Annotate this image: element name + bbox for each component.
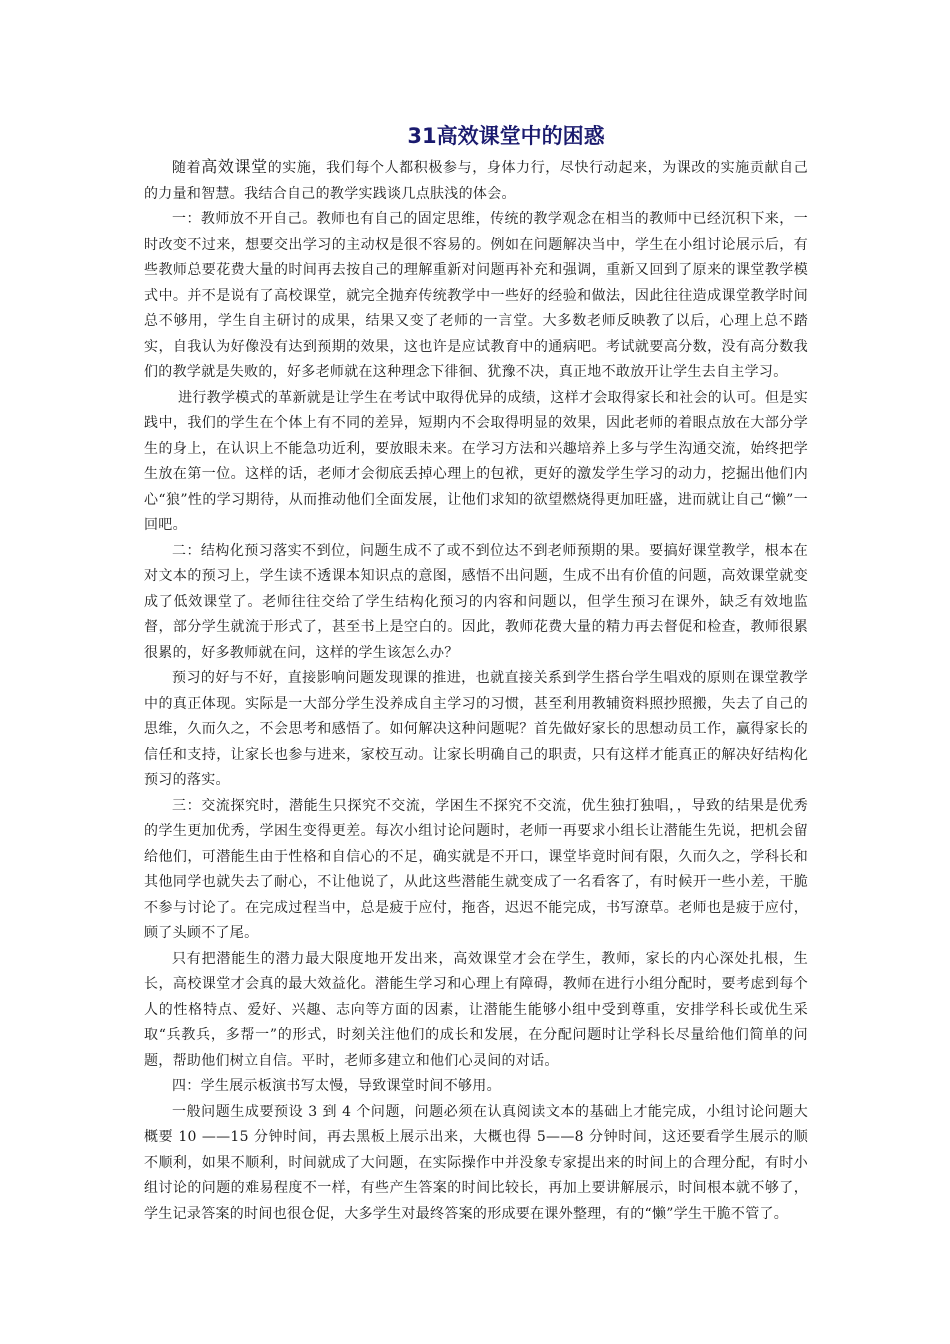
paragraph-2: 进行教学模式的革新就是让学生在考试中取得优异的成绩，这样才会取得家长和社会的认可。但是实践中，我们的学生在个体上有不同的差异，短期内不会取得明显的效果，因此老师的着眼点放在大部分学生的身上，在认识上不能急功近利，要放眼未来。在学习方法和兴趣培养上多与学生沟通交流，始终把学生放在第一位。这样的话，老师才会彻底丢掉心理上的包袱，更好的激发学生学习的动力，挖掘出他们内心“狼”性的学习期待，从而推动他们全面发展，让他们求知的欲望燃烧得更加旺盛，进而就让自己“懒”一回吧。 bbox=[144, 389, 808, 533]
intro-lead: 随着 bbox=[172, 160, 202, 176]
paragraph-5: 三：交流探究时，潜能生只探究不交流，学困生不探究不交流，优生独打独唱，，导致的结果是优秀的学生更加优秀，学困生变得更差。每次小组讨论问题时，老师一再要求小组长让潜能生先说，把机会留给他们，可潜能生由于性格和自信心的不足，确实就是不开口，课堂毕竟时间有限，久而久之，学科长和其他同学也就失去了耐心，不让他说了，从此这些潜能生就变成了一名看客了，有时候开一些小差，干脆不参与讨论了。在完成过程当中，总是疲于应付，拖沓，迟迟不能完成，书写潦草。老师也是疲于应付，顾了头顾不了尾。 bbox=[144, 797, 808, 941]
paragraph-1: 一：教师放不开自己。教师也有自己的固定思维，传统的教学观念在相当的教师中已经沉积下来，一时改变不过来，想要交出学习的主动权是很不容易的。例如在问题解决当中，学生在小组讨论展示后，有些教师总要花费大量的时间再去按自己的理解重新对问题再补充和强调，重新又回到了原来的课堂教学模式中。并不是说有了高校课堂，就完全抛弃传统教学中一些好的经验和做法，因此往往造成课堂教学时间总不够用，学生自主研讨的成果，结果又变了老师的一言堂。大多数老师反映教了以后，心理上总不踏实，自我认为好像没有达到预期的效果，这也许是应试教育中的通病吧。考试就要高分数，没有高分数我们的教学就是失败的，好多老师就在这种理念下徘徊、犹豫不决，真正地不敢放开让学生去自主学习。 bbox=[144, 211, 808, 380]
paragraph-6: 只有把潜能生的潜力最大限度地开发出来，高效课堂才会在学生，教师，家长的内心深处扎根，生长，高校课堂才会真的最大效益化。潜能生学习和心理上有障碍，教师在进行小组分配时，要考虑到每个人的性格特点、爱好、兴趣、志向等方面的因素，让潜能生能够小组中受到尊重，安排学科长或优生采取“兵教兵，多帮一”的形式，时刻关注他们的成长和发展，在分配问题时让学科长尽量给他们简单的问题，帮助他们树立自信。平时，老师多建立和他们心灵间的对话。 bbox=[144, 950, 808, 1069]
paragraph-4: 预习的好与不好，直接影响问题发现课的推进，也就直接关系到学生搭台学生唱戏的原则在课堂教学中的真正体现。实际是一大部分学生没养成自主学习的习惯，甚至利用教辅资料照抄照搬，失去了自己的思维，久而久之，不会思考和感悟了。如何解决这种问题呢？首先做好家长的思想动员工作，赢得家长的信任和支持，让家长也参与进来，家校互动。让家长明确自己的职责，只有这样才能真正的解决好结构化预习的落实。 bbox=[144, 670, 808, 788]
intro-rest: 的实施，我们每个人都积极参与，身体力行，尽快行动起来，为课改的实施贡献自己的力量和智慧。我结合自己的教学实践谈几点肤浅的体会。 bbox=[144, 160, 808, 202]
document-page bbox=[144, 118, 808, 1227]
paragraph-7: 四：学生展示板演书写太慢，导致课堂时间不够用。 bbox=[172, 1078, 501, 1094]
intro-highlight: 高效课堂 bbox=[201, 157, 268, 176]
intro-paragraph bbox=[144, 154, 808, 207]
paragraph-8: 一般问题生成要预设 3 到 4 个问题，问题必须在认真阅读文本的基础上才能完成，小组讨论问题大概要 10 ——15 分钟时间，再去黑板上展示出来，大概也得 5——8 分钟时间，这还要看学生展示的顺不顺利，如果不顺利，时间就成了大问题，在实际操作中并没象专家提出来的时间上的合理分配，有时小组讨论的问题的难易程度不一样，有些产生答案的时间比较长，再加上要讲解展示，时间根本就不够了，学生记录答案的时间也很仓促，大多学生对最终答案的形成要在课外整理，有的“懒”学生干脆不管了。 bbox=[144, 1103, 808, 1222]
document-title: 31高效课堂中的困惑 bbox=[407, 124, 605, 148]
paragraph-3: 二：结构化预习落实不到位，问题生成不了或不到位达不到老师预期的果。要搞好课堂教学，根本在对文本的预习上，学生读不透课本知识点的意图，感悟不出问题，生成不出有价值的问题，高效课堂就变成了低效课堂了。老师往往交给了学生结构化预习的内容和问题以，但学生预习在课外，缺乏有效地监督，部分学生就流于形式了，甚至书上是空白的。因此，教师花费大量的精力再去督促和检查，教师很累很累的，好多教师就在问，这样的学生该怎么办？ bbox=[144, 542, 808, 661]
